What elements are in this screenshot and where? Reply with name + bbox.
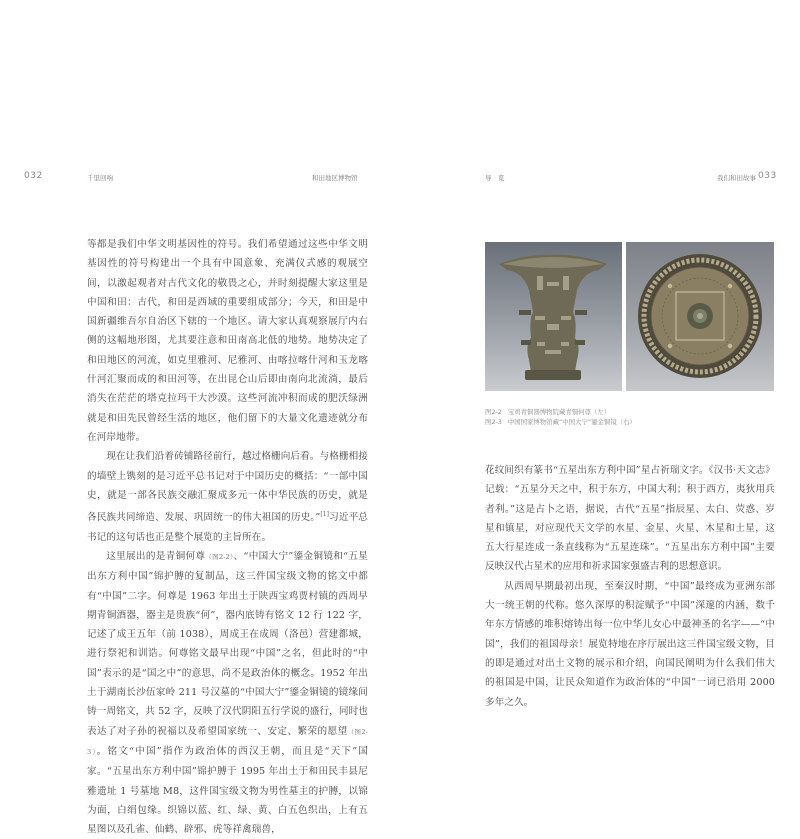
- paragraph: 这里展出的是青铜何尊（图2-2）、“中国大宁”鎏金铜镜和“五星出东方利中国”锦护膊的复制品，这三件国宝级文物的铭文中都有“中国”二字。何尊是 1963 年出土于陕西宝鸡贾村镇的西周早期青铜酒器，器主是贵族“何”，器内底铸有铭文 12 行 122 字，记述了成王五年（前 1038），周成王在成周（洛邑）营建都城，进行祭祀和训诰。何尊铭文最早出现“中国”之名，但此时的“中国”表示的是“国之中”的意思，尚不是政治体的概念。1952 年出土于湖南长沙伍家岭 211 号汉墓的“中国大宁”鎏金铜镜的镜缘间铸一周铭文，共 52 字，反映了汉代阴阳五行学说的盛行，同时也表达了对子孙的祝福以及希望国家统一、安定、繁荣的愿望（图2-3）。铭文“中国”指作为政治体的西汉王朝，而且是“天下”国家。“五星出东方利中国”锦护膊于 1995 年出土于和田民丰县尼雅遗址 1 号墓地 M8，这件国宝级文物为男性墓主的护膊，以锦为面，白绢包缘。织锦以蓝、红、绿、黄、白五色织出，上有五星图以及孔雀、仙鹤、辟邪、虎等祥禽瑞兽，: [87, 550, 369, 836]
- footnote-marker[interactable]: [1]: [320, 511, 330, 519]
- bronze-zun-vessel-photo: [485, 242, 622, 391]
- gilt-bronze-mirror-photo: [626, 242, 774, 391]
- caption-fig-2-2: 图2-2 宝鸡青铜器博物院藏青铜何尊（左）: [485, 408, 611, 416]
- bronze-mirror-icon: [626, 242, 774, 391]
- left-folio: 032: [24, 171, 43, 181]
- right-running-head: 导 览: [485, 174, 505, 182]
- paragraph: 等都是我们中华文明基因性的符号。我们希望通过这些中华文明基因性的符号构建出一个具有中国意象、充满仪式感的观展空间，以激起观者对古代文化的敬畏之心，并时刻提醒大家这里是中国和田：古代，和田是西域的重要组成部分；今天，和田是中国新疆维吾尔自治区下辖的一个地区。请大家认真观察展厅内右侧的这幅地形图，尤其要注意和田南高北低的地势。地势决定了和田地区的河流，如克里雅河、尼雅河、由喀拉喀什河和玉龙喀什河汇聚而成的和田河等，在出昆仑山后即由南向北流淌，最后消失在茫茫的塔克拉玛干大沙漠。这些河流冲积而成的肥沃绿洲就是和田先民曾经生活的地区，他们留下的大量文化遗迹就分布在河岸地带。: [87, 239, 368, 443]
- figure-captions: [485, 407, 636, 427]
- left-body-text: [87, 235, 368, 839]
- figure-reference[interactable]: （图2-3）: [87, 727, 368, 756]
- caption-fig-2-3: 图2-3 中国国家博物馆藏“中国大宁”鎏金铜镜（右）: [485, 418, 636, 426]
- figure-reference[interactable]: （图2-2）: [205, 552, 234, 561]
- right-running-head-section: 我们和田故事: [717, 174, 756, 182]
- right-body-text: [485, 461, 775, 712]
- left-running-head: 千里回响: [87, 174, 113, 182]
- paragraph: 现在让我们沿着砖铺路径前行，越过格栅向后看。与格栅相接的墙壁上镌刻的是习近平总书记对于中国历史的概括：“一部中国史，就是一部各民族交融汇聚成多元一体中华民族的历史，就是各民族共同缔造、发展、巩固统一的伟大祖国的历史。”[1]习近平总书记的这句话也正是整个展览的主旨所在。: [87, 451, 368, 543]
- paragraph: 从西周早期最初出现，至秦汉时期，“中国”最终成为亚洲东部大一统王朝的代称。悠久深厚的积淀赋予“中国”深邃的内涵，数千年东方情感的堆积熔铸出每一位中华儿女心中最神圣的名字——“中国”，我们的祖国母亲！展览特地在序厅展出这三件国宝级文物，目的即是通过对出土文物的展示和介绍，向国民阐明为什么我们伟大的祖国是中国，让民众知道作为政治体的“中国”一词已沿用 2000 多年之久。: [485, 580, 775, 708]
- figure-pair: [485, 242, 775, 391]
- left-page: [0, 0, 400, 836]
- left-running-head-section: 和田地区博物馆: [312, 174, 358, 182]
- right-page: [400, 0, 800, 800]
- right-folio: 033: [758, 171, 777, 181]
- paragraph: 花纹间织有篆书“五星出东方利中国”星占祈瑞文字。《汉书·天文志》记载：“五星分天之中，积于东方，中国大利；积于西方，夷狄用兵者利。”这是占卜之语，据说，古代“五星”指辰星、太白、荧惑、岁星和镇星，对应现代天文学的水星、金星、火星、木星和土星，这五大行星连成一条直线称为“五星连珠”。“五星出东方利中国”主要反映汉代占星术的应用和祈求国家强盛吉利的思想意识。: [485, 465, 775, 573]
- bronze-vessel-icon: [485, 242, 622, 391]
